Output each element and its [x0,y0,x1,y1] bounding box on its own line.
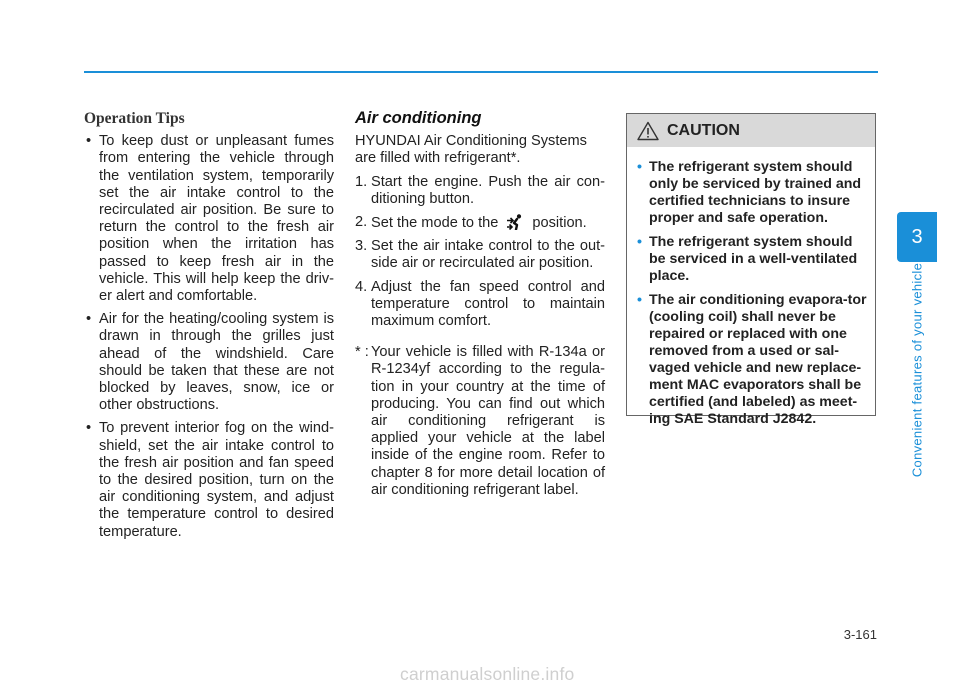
page-number: 3-161 [843,627,877,642]
bullet-dot: • [86,420,92,437]
step-item [355,174,605,208]
air-conditioning-title: Air conditioning [355,109,482,127]
refrigerant-footnote [355,344,605,499]
list-item-text: To prevent interior fog on the wind-shield, set the air intake control to the fresh air position and fan speed to the desired position, turn on the air conditioning system, and adjust the temperature control to desired temperature. [99,420,334,540]
list-item [84,133,334,305]
footnote-text: Your vehicle is filled with R-134a or R-1234yf according to the regula-tion in your country at the time of producing. You can find out which air conditioning refrigerant is applied your vehicle at the label inside of the engine room. Refer to chapter 8 for more detail location of air conditioning refrigerant label. [371,344,605,498]
caution-header [627,114,875,147]
air-conditioning-steps [355,174,605,331]
list-item-text: To keep dust or unpleasant fumes from entering the vehicle through the ventilation system, temporarily set the air intake control to the recirculated air position. Be sure to return the control to the fresh air position when the irritation has passed to keep fresh air in the vehicle. This will help keep the driv-er alert and comfortable. [99,133,334,305]
air-conditioning-section [355,110,605,499]
list-item [637,159,867,227]
list-item-text: Air for the heating/cooling system is drawn in through the grilles just ahead of the windshield. Care should be taken that these are not blocked by leaves, snow, ice or other obstructions. [99,311,334,414]
step-item [355,214,605,232]
chapter-title: Convenient features of your vehicle [909,262,925,478]
bullet-dot: • [637,292,642,308]
list-item-text: The refrigerant system should only be serviced by trained and certified technicians to insure proper and safe operation. [649,159,862,226]
step-number: 4. [355,278,368,295]
bullet-dot: • [86,311,92,328]
step-text: position. [532,215,587,232]
watermark: carmanualsonline.info [400,664,575,684]
operation-tips-list [84,133,334,541]
operation-tips-title: Operation Tips [84,110,185,127]
caution-box [626,113,876,427]
step-item [355,279,605,331]
list-item [637,234,867,285]
warning-triangle-icon [637,121,659,141]
list-item [84,311,334,414]
list-item [637,292,867,428]
footnote-mark: * : [355,344,369,361]
step-number: 3. [355,238,368,255]
step-item [355,238,605,272]
bullet-dot: • [637,234,642,250]
list-item-text: The refrigerant system should be serviced in a well-ventilated place. [649,234,858,284]
step-text: Set the air intake control to the out-side air or recirculated air position. [371,238,605,272]
step-text: Set the mode to the [371,215,499,232]
step-text: Start the engine. Push the air con-ditioning button. [371,173,605,207]
step-number: 2. [355,214,368,231]
bullet-dot: • [637,159,642,175]
operation-tips-section [84,110,334,547]
bullet-dot: • [86,133,92,150]
list-item [84,420,334,540]
step-number: 1. [355,173,368,190]
step-text: Adjust the fan speed control and temperature control to maintain maximum comfort. [371,278,605,330]
list-item-text: The air conditioning evapora-tor (cooling coil) shall never be repaired or replaced with one removed from a used or sal-vaged vehicle and new replace-ment MAC evaporators shall be certified (and labeled) as meet-ing SAE Standard J2842. [649,292,867,427]
caution-list [627,147,875,428]
chapter-number-tab: 3 [897,212,937,262]
caution-title: CAUTION [667,121,740,139]
air-conditioning-intro: HYUNDAI Air Conditioning Systems are filled with refrigerant*. [355,133,587,167]
vent-floor-mode-icon [506,214,526,230]
top-divider-line [84,71,878,73]
